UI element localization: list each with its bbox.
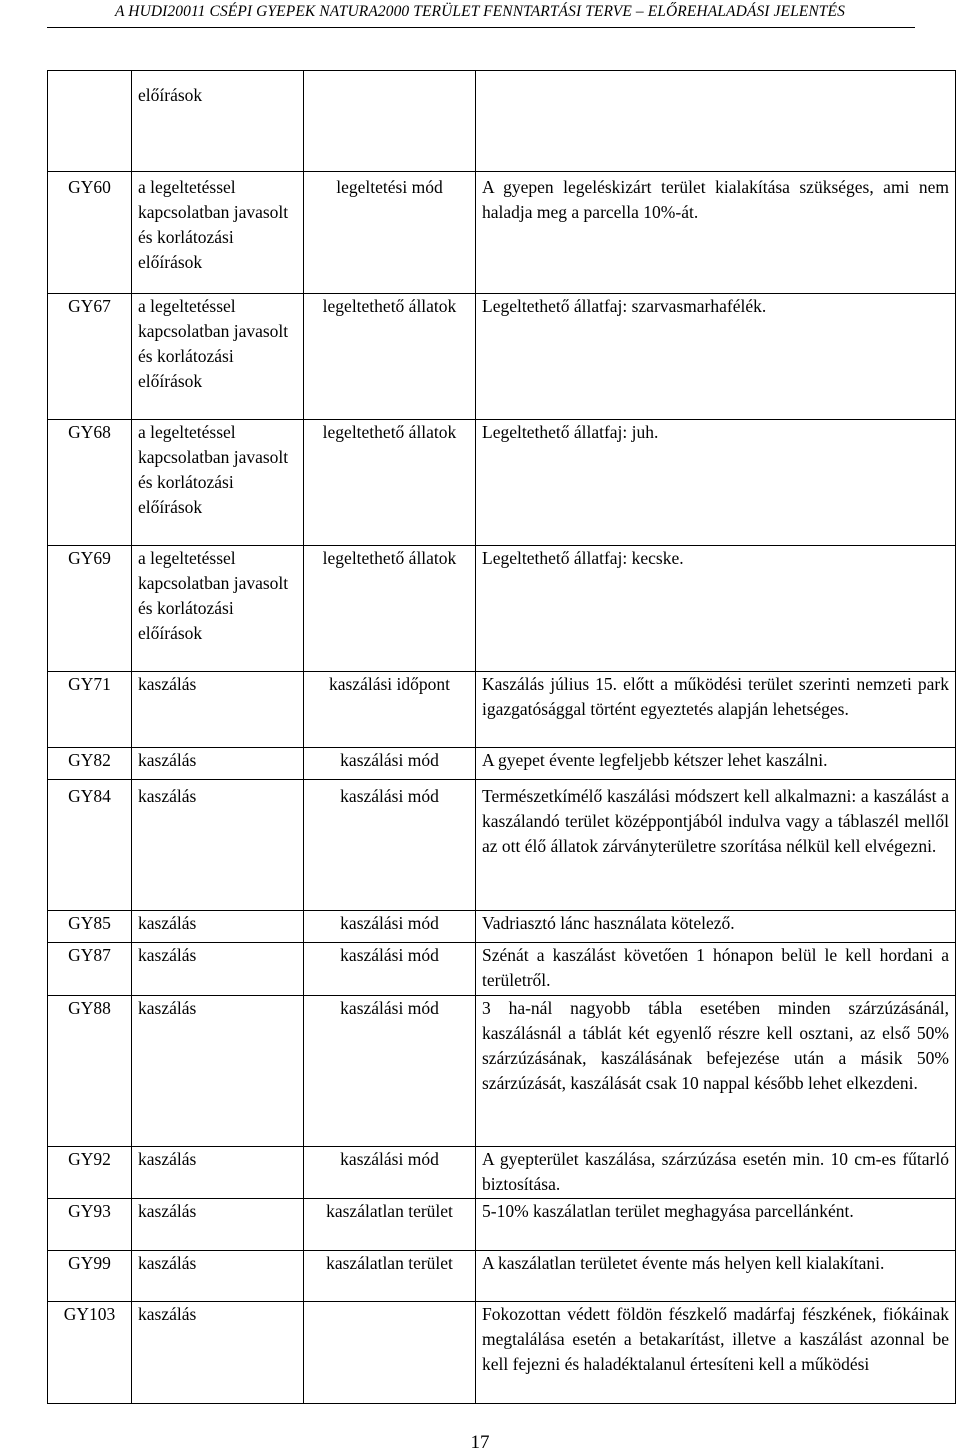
type-cell: legeltethető állatok xyxy=(304,420,476,546)
code-cell xyxy=(48,71,132,172)
table-row xyxy=(48,748,956,780)
code-cell: GY60 xyxy=(48,172,132,294)
description-cell: A kaszálatlan területet évente más helyen kell kialakítani. xyxy=(476,1251,956,1302)
description-cell: Fokozottan védett földön fészkelő madárfaj fészkének, fiókáinak megtalálása esetén a betakarítást, illetve a kaszálást azonnal be kell fejezni és haladéktalanul értesíteni kell a működési xyxy=(476,1302,956,1404)
description-cell: A gyepet évente legfeljebb kétszer lehet kaszálni. xyxy=(476,748,956,780)
table-row xyxy=(48,1302,956,1404)
description-cell: Legeltethető állatfaj: juh. xyxy=(476,420,956,546)
type-cell: kaszálatlan terület xyxy=(304,1199,476,1251)
category-cell: kaszálás xyxy=(132,1147,304,1199)
table-row xyxy=(48,294,956,420)
code-cell: GY88 xyxy=(48,996,132,1147)
type-cell xyxy=(304,71,476,172)
code-cell: GY92 xyxy=(48,1147,132,1199)
table-row xyxy=(48,780,956,911)
table-row xyxy=(48,943,956,996)
type-cell xyxy=(304,1302,476,1404)
category-cell: kaszálás xyxy=(132,911,304,943)
table-row xyxy=(48,1251,956,1302)
description-cell: Vadriasztó lánc használata kötelező. xyxy=(476,911,956,943)
table-row xyxy=(48,1147,956,1199)
category-cell: a legeltetéssel kapcsolatban javasolt és korlátozási előírások xyxy=(132,420,304,546)
table-row xyxy=(48,672,956,748)
code-cell: GY67 xyxy=(48,294,132,420)
description-cell: Legeltethető állatfaj: kecske. xyxy=(476,546,956,672)
regulations-table xyxy=(47,70,956,1404)
type-cell: kaszálási mód xyxy=(304,943,476,996)
code-cell: GY68 xyxy=(48,420,132,546)
category-cell: kaszálás xyxy=(132,1251,304,1302)
page-number: 17 xyxy=(470,1432,490,1453)
category-cell: kaszálás xyxy=(132,1199,304,1251)
category-cell: előírások xyxy=(132,71,304,172)
category-cell: a legeltetéssel kapcsolatban javasolt és korlátozási előírások xyxy=(132,294,304,420)
description-cell: 5-10% kaszálatlan terület meghagyása parcellánként. xyxy=(476,1199,956,1251)
description-cell: Kaszálás július 15. előtt a működési terület szerinti nemzeti park igazgatósággal történt egyeztetés alapján lehetséges. xyxy=(476,672,956,748)
description-cell: Szénát a kaszálást követően 1 hónapon belül le kell hordani a területről. xyxy=(476,943,956,996)
running-header: A HUDI20011 CSÉPI GYEPEK NATURA2000 TERÜLET FENNTARTÁSI TERVE – ELŐREHALADÁSI JELENTÉS xyxy=(115,3,845,20)
type-cell: legeltethető állatok xyxy=(304,546,476,672)
category-cell: kaszálás xyxy=(132,943,304,996)
type-cell: kaszálási mód xyxy=(304,748,476,780)
type-cell: kaszálási mód xyxy=(304,996,476,1147)
table-row xyxy=(48,996,956,1147)
description-cell: Legeltethető állatfaj: szarvasmarhafélék. xyxy=(476,294,956,420)
type-cell: legeltethető állatok xyxy=(304,294,476,420)
table-row xyxy=(48,172,956,294)
table-row xyxy=(48,1199,956,1251)
description-cell: 3 ha-nál nagyobb tábla esetében minden szárzúzásánál, kaszálásnál a táblát két egyenlő részre kell osztani, az első 50% szárzúzásának, kaszálásának befejezése után a másik 50% szárzúzását, kaszálását csak 10 nappal később lehet elkezdeni. xyxy=(476,996,956,1147)
category-cell: kaszálás xyxy=(132,672,304,748)
table-row xyxy=(48,71,956,172)
code-cell: GY85 xyxy=(48,911,132,943)
category-cell: a legeltetéssel kapcsolatban javasolt és korlátozási előírások xyxy=(132,172,304,294)
category-cell: kaszálás xyxy=(132,1302,304,1404)
type-cell: kaszálási mód xyxy=(304,1147,476,1199)
table-row xyxy=(48,420,956,546)
code-cell: GY87 xyxy=(48,943,132,996)
description-cell: A gyepen legeléskizárt terület kialakítása szükséges, ami nem haladja meg a parcella 10%-át. xyxy=(476,172,956,294)
code-cell: GY103 xyxy=(48,1302,132,1404)
category-cell: kaszálás xyxy=(132,780,304,911)
category-cell: a legeltetéssel kapcsolatban javasolt és korlátozási előírások xyxy=(132,546,304,672)
type-cell: kaszálási mód xyxy=(304,780,476,911)
table-row xyxy=(48,546,956,672)
description-cell: A gyepterület kaszálása, szárzúzása esetén min. 10 cm-es fűtarló biztosítása. xyxy=(476,1147,956,1199)
type-cell: legeltetési mód xyxy=(304,172,476,294)
description-cell: Természetkímélő kaszálási módszert kell alkalmazni: a kaszálást a kaszálandó terület középpontjából indulva vagy a táblaszél mellől az ott élő állatok zárványterületre szorítása nélkül kell elvégezni. xyxy=(476,780,956,911)
type-cell: kaszálatlan terület xyxy=(304,1251,476,1302)
type-cell: kaszálási időpont xyxy=(304,672,476,748)
type-cell: kaszálási mód xyxy=(304,911,476,943)
code-cell: GY99 xyxy=(48,1251,132,1302)
code-cell: GY82 xyxy=(48,748,132,780)
category-cell: kaszálás xyxy=(132,748,304,780)
code-cell: GY69 xyxy=(48,546,132,672)
description-cell xyxy=(476,71,956,172)
header-rule xyxy=(47,27,915,28)
code-cell: GY84 xyxy=(48,780,132,911)
code-cell: GY71 xyxy=(48,672,132,748)
code-cell: GY93 xyxy=(48,1199,132,1251)
category-cell: kaszálás xyxy=(132,996,304,1147)
table-row xyxy=(48,911,956,943)
